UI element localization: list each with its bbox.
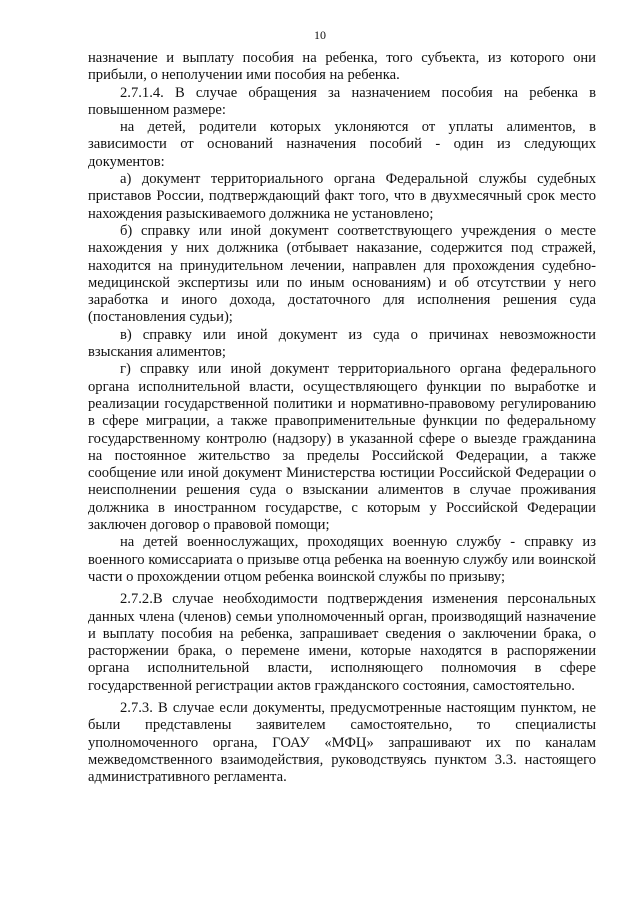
paragraph-2-7-1-4: 2.7.1.4. В случае обращения за назначением пособия на ребенка в повышенном размере: <box>88 84 596 118</box>
paragraph-alimony-intro: на детей, родители которых уклоняются от уплаты алиментов, в зависимости от оснований назначения пособий - один из следующих документов: <box>88 119 596 170</box>
paragraph-item-v: в) справку или иной документ из суда о причинах невозможности взыскания алиментов; <box>88 326 596 361</box>
paragraph-continuation: назначение и выплату пособия на ребенка, того субъекта, из которого они прибыли, о неполучении ими пособия на ребенка. <box>88 50 596 84</box>
paragraph-item-b: б) справку или иной документ соответствующего учреждения о месте нахождения у них должника (отбывает наказание, содержится под стражей, находится на принудительном лечении, направлен для прохождения судебно-медицинской экспертизы или по иным основаниям) и об отсутствии у него заработка и иного дохода, достаточного для исполнения решения суда (постановления судьи); <box>88 222 596 326</box>
paragraph-item-a: а) документ территориального органа Федеральной службы судебных приставов России, подтверждающий факт того, что в двухмесячный срок место нахождения разыскиваемого должника не установлено; <box>88 171 596 222</box>
paragraph-item-g: г) справку или иной документ территориального органа федерального органа исполнительной власти, осуществляющего функции по выработке и реализации государственной политики и нормативно-правовому регулированию в сфере миграции, а также правоприменительные функции по федеральному государственному контролю (надзору) в указанной сфере о выезде гражданина на постоянное жительство за пределы Российской Федерации, а также сообщение или иной документ Министерства юстиции Российской Федерации о неисполнении решения суда о взыскании алиментов в случае проживания должника в иностранном государстве, с которым у Российской Федерации заключен договор о правовой помощи; <box>88 361 596 534</box>
paragraph-military: на детей военнослужащих, проходящих военную службу - справку из военного комиссариата о призыве отца ребенка на военную службу или воинской части о прохождении отцом ребенка воинской службы по призыву; <box>88 534 596 585</box>
page-number: 10 <box>314 28 326 42</box>
document-body <box>88 50 596 786</box>
paragraph-2-7-2: 2.7.2.В случае необходимости подтверждения изменения персональных данных члена (членов) семьи уполномоченный орган, производящий назначение и выплату пособия на ребенка, запрашивает сведения о заключении брака, о расторжении брака, о перемене имени, которые находятся в распоряжении органа исполнительной власти, исполняющего полномочия в сфере государственной регистрации актов гражданского состояния, самостоятельно. <box>88 591 596 694</box>
paragraph-2-7-3: 2.7.3. В случае если документы, предусмотренные настоящим пунктом, не были представлены заявителем самостоятельно, то специалисты уполномоченного органа, ГОАУ «МФЦ» запрашивают их по каналам межведомственного взаимодействия, руководствуясь пунктом 3.3. настоящего административного регламента. <box>88 699 596 786</box>
